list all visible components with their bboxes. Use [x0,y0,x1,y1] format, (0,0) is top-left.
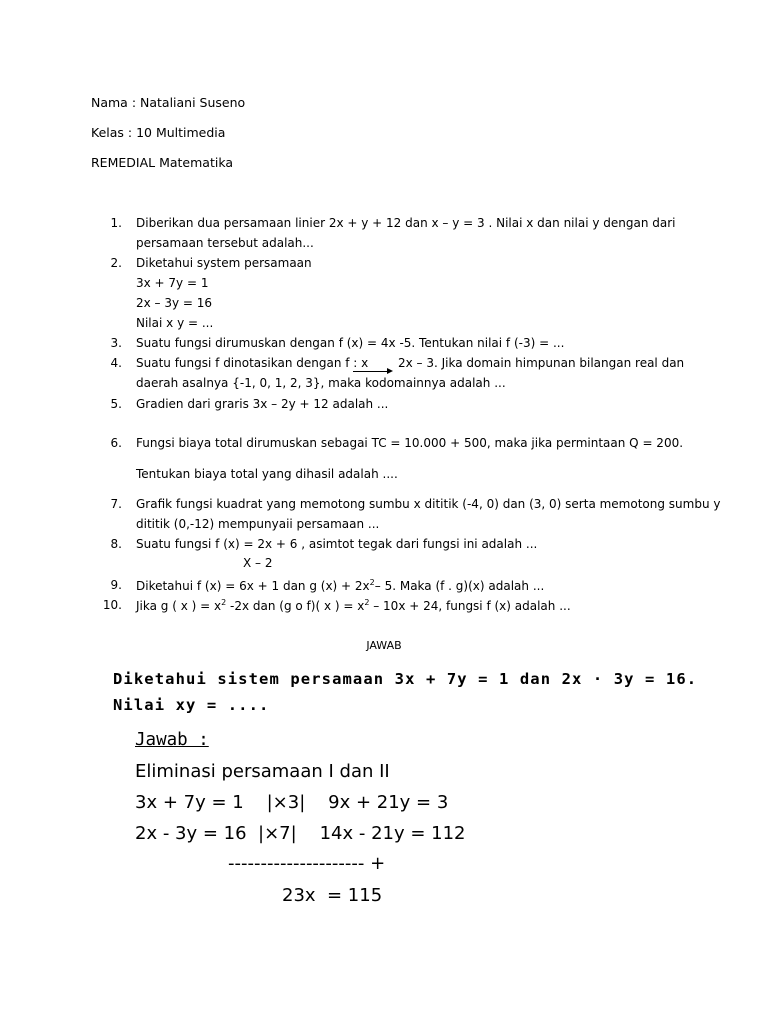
solution-step: Eliminasi persamaan I dan II [135,761,390,782]
question-text: Grafik fungsi kuadrat yang memotong sumbu x dititik (-4, 0) dan (3, 0) serta memotong sumbu y [136,497,721,511]
question-text: 3x + 7y = 1 [136,276,209,290]
question-number: 1. [110,216,122,230]
question-number: 10. [102,598,122,612]
question-number: 9. [110,578,122,592]
jawab-heading: JAWAB [366,639,402,652]
solution-step: --------------------- + [228,853,386,874]
solution-step: 23x = 115 [282,885,383,906]
mapping-arrow-icon [353,371,391,372]
solution-step: 2x - 3y = 16 |×7| 14x - 21y = 112 [135,823,466,844]
question-text: 2x – 3y = 16 [136,296,213,310]
question-text: Suatu fungsi dirumuskan dengan f (x) = 4x -5. Tentukan nilai f (-3) = ... [136,336,565,350]
question-text: Gradien dari graris 3x – 2y + 12 adalah ... [136,397,389,411]
question-text: Diketahui f (x) = 6x + 1 dan g $(x) + 2x^2-$ 5. Maka (f . g)(x) adalah ... [136,578,545,593]
question-text: Fungsi biaya total dirumuskan sebagai TC = 10.000 + 500, maka jika permintaan Q = 200. [136,436,684,450]
question-number: 2. [110,256,122,270]
student-class: Kelas : 10 Multimedia [91,125,226,140]
question-number: 5. [110,397,122,411]
question-number: 6. [110,436,122,450]
question-text: 2x – 3. Jika domain himpunan bilangan real dan [398,356,685,370]
question-text: Nilai x y = ... [136,316,214,330]
question-text: X – 2 [243,556,273,570]
answer-problem-line: Diketahui sistem persamaan 3x + 7y = 1 dan 2x · 3y = 16. [113,670,698,688]
question-text: Suatu fungsi f dinotasikan dengan f : x [136,356,369,370]
jawab-label: Jawab : [135,730,209,750]
question-number: 4. [110,356,122,370]
student-name: Nama : Nataliani Suseno [91,95,246,110]
question-text: daerah asalnya {-1, 0, 1, 2, 3}, maka kodomainnya adalah ... [136,376,506,390]
question-text: Tentukan biaya total yang dihasil adalah .... [136,467,398,481]
question-text: Diberikan dua persamaan linier 2x + y + 12 dan x – y = 3 . Nilai x dan nilai y dengan dari [136,216,676,230]
question-text: Suatu fungsi f (x) = 2x + 6 , asimtot tegak dari fungsi ini adalah ... [136,537,538,551]
question-number: 3. [110,336,122,350]
question-number: 8. [110,537,122,551]
question-text: Diketahui system persamaan [136,256,312,270]
question-text: dititik (0,-12) mempunyaii persamaan ... [136,517,380,531]
solution-step: 3x + 7y = 1 |×3| 9x + 21y = 3 [135,792,449,813]
subject-title: REMEDIAL Matematika [91,155,233,170]
question-text: Jika g ( x ) = $x^2$ -2x dan (g o f)( x ) = $x^2 - 10x + 24$, fungsi f (x) adalah ... [136,598,571,613]
answer-problem-line: Nilai xy = .... [113,696,270,714]
question-number: 7. [110,497,122,511]
question-text: persamaan tersebut adalah... [136,236,314,250]
